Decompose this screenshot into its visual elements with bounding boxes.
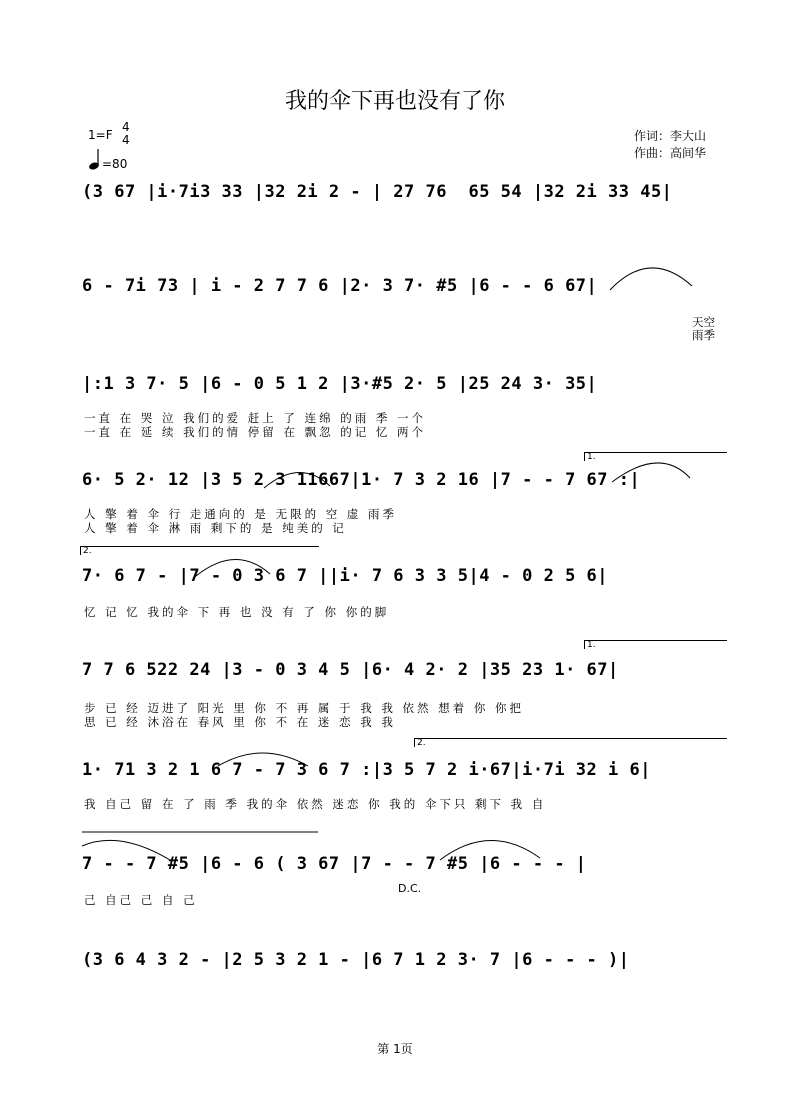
slur-arc (196, 559, 270, 576)
composer: 作曲：高间华 (633, 146, 706, 160)
slur-arc (82, 840, 170, 860)
notation-line: 7 7 6 522 24 |3 - 0 3 4 5 |6· 4 2· 2 |35 23 1· 67| (82, 660, 619, 680)
lyric-line-2: 思 已 经 沐浴在 春风 里 你 不 在 迷 恋 我 我 (84, 715, 396, 729)
song-title: 我的伞下再也没有了你 (284, 89, 505, 114)
lyricist: 作词：李大山 (633, 129, 706, 143)
volta-bracket: 2. (414, 738, 727, 747)
dc-marking: D.C. (398, 882, 422, 895)
lyric-line-1: 忆 记 忆 我的伞 下 再 也 没 有 了 你 你的脚 (84, 605, 390, 619)
lyric-line-1: 人 擎 着 伞 行 走通向的 是 无限的 空 虚 雨季 (84, 507, 398, 521)
notation-line: 6· 5 2· 12 |3 5 2 3 11667|1· 7 3 2 16 |7 - - 7 67 :| (82, 470, 641, 490)
time-signature-bottom: 4 (122, 133, 130, 147)
side-lyric-1: 天空 (692, 315, 715, 329)
lyric-line-1: 我 自己 留 在 了 雨 季 我的伞 依然 迷恋 你 我的 伞下只 剩下 我 自 (84, 797, 547, 811)
key-signature: 1=F (88, 128, 113, 142)
notation-line: 7 - - 7 #5 |6 - 6 ( 3 67 |7 - - 7 #5 |6 - - - | (82, 854, 587, 874)
side-lyric-2: 雨季 (692, 328, 715, 342)
page-number: 第 1页 (377, 1042, 413, 1056)
notation-line: 7· 6 7 - |7 - 0 3 6 7 ||i· 7 6 3 3 5|4 - 0 2 5 6| (82, 566, 609, 586)
notation-line: (3 6 4 3 2 - |2 5 3 2 1 - |6 7 1 2 3· 7 |6 - - - )| (82, 950, 630, 970)
volta-bracket: 1. (584, 452, 727, 461)
notation-line: 6 - 7i 73 | i - 2 7 7 6 |2· 3 7· #5 |6 - - 6 67| (82, 276, 598, 296)
lyric-line-2: 一直 在 延 续 我们的情 停留 在 飘忽 的记 忆 两个 (84, 425, 427, 439)
notation-line: (3 67 |i·7i3 33 |32 2i 2 - | 27 76 65 54 |32 2i 33 45| (82, 182, 673, 202)
slur-arc (218, 753, 308, 766)
lyric-line-1: 步 已 经 迈进了 阳光 里 你 不 再 属 于 我 我 依然 想着 你 你把 (84, 701, 524, 715)
slur-arc (440, 840, 540, 860)
notation-line: 1· 71 3 2 1 6 7 - 7 3 6 7 :|3 5 7 2 i·67|i·7i 32 i 6| (82, 760, 651, 780)
notation-line: |:1 3 7· 5 |6 - 0 5 1 2 |3·#5 2· 5 |25 24 3· 35| (82, 374, 598, 394)
volta-bracket: 2. (80, 546, 319, 555)
slur-arc (264, 472, 330, 488)
volta-bracket: 1. (584, 640, 727, 649)
slur-arc (612, 463, 690, 482)
tempo-marking: =80 (102, 157, 128, 171)
lyric-line-1: 一直 在 哭 泣 我们的爱 赶上 了 连绵 的雨 季 一个 (84, 411, 427, 425)
lyric-line-1: 己 自己 己 自 己 (84, 893, 198, 907)
lyric-line-2: 人 擎 着 伞 淋 雨 剩下的 是 纯美的 记 (84, 521, 347, 535)
time-signature-top: 4 (122, 120, 130, 134)
slur-arc (610, 268, 692, 290)
